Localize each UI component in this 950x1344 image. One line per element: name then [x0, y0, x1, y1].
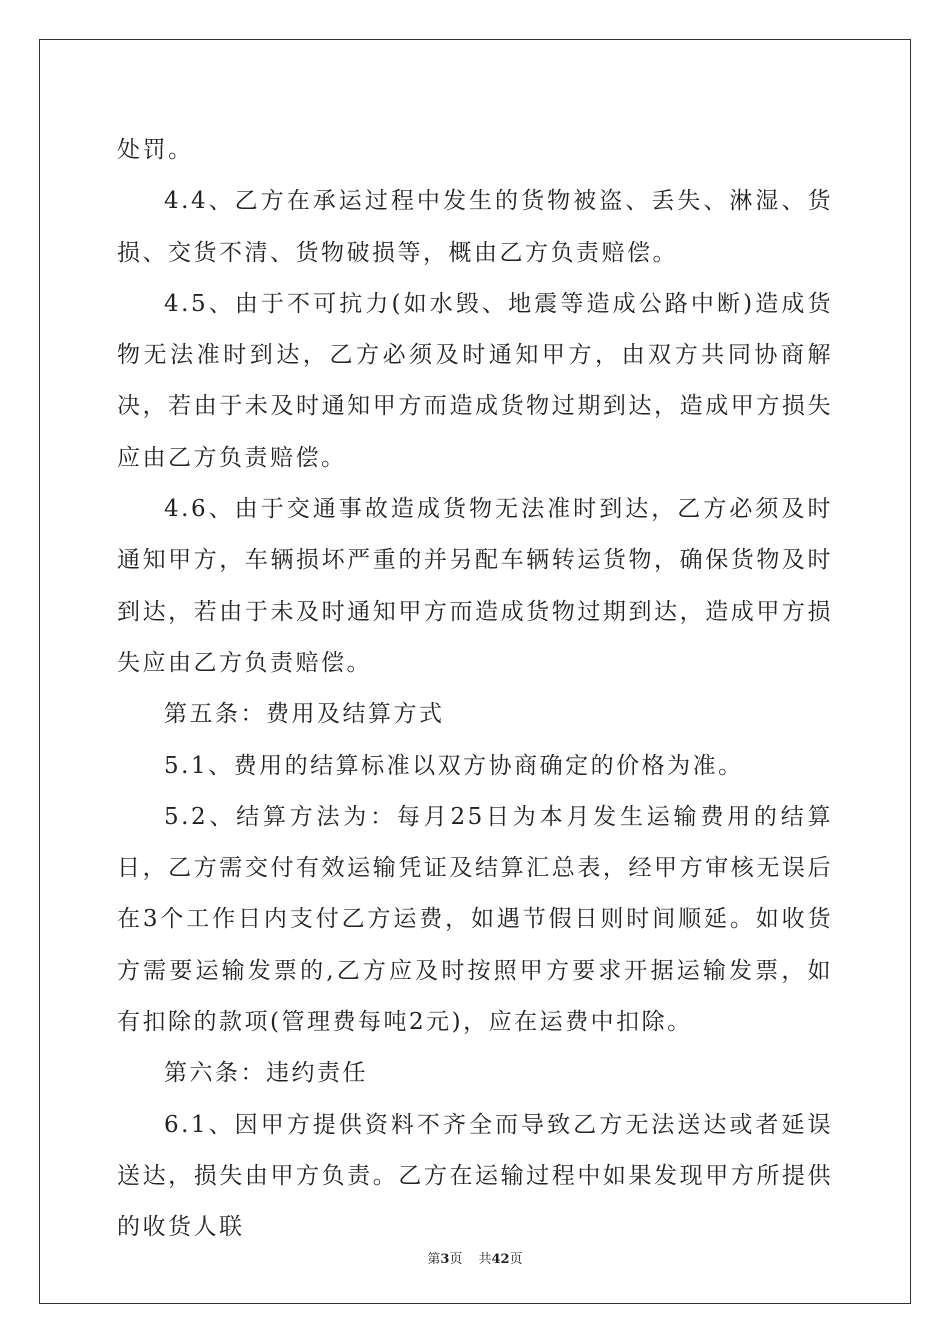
document-body [117, 125, 833, 1254]
page-footer [0, 1248, 950, 1267]
paragraph: 4.6、由于交通事故造成货物无法准时到达，乙方必须及时通知甲方，车辆损坏严重的并另配车辆转运货物，确保货物及时到达，若由于未及时通知甲方而造成货物过期到达，造成甲方损失应由乙方负责赔偿。 [117, 496, 833, 676]
paragraph: 5.2、结算方法为：每月25日为本月发生运输费用的结算日，乙方需交付有效运输凭证及结算汇总表，经甲方审核无误后在3个工作日内支付乙方运费，如遇节假日则时间顺延。如收货方需要运输发票的,乙方应及时按照甲方要求开据运输发票，如有扣除的款项(管理费每吨2元)，应在运费中扣除。 [117, 803, 833, 1036]
total-prefix: 共 [478, 1252, 492, 1267]
paragraph: 处罚。 [117, 137, 194, 163]
page-number: 3 [440, 1252, 450, 1267]
total-suffix: 页 [509, 1252, 523, 1267]
page-suffix: 页 [449, 1252, 463, 1267]
paragraph: 6.1、因甲方提供资料不齐全而导致乙方无法送达或者延误送达，损失由甲方负责。乙方在运输过程中如果发现甲方所提供的收货人联 [117, 1111, 833, 1241]
paragraph: 4.5、由于不可抗力(如水毁、地震等造成公路中断)造成货物无法准时到达，乙方必须及时通知甲方，由双方共同协商解决，若由于未及时通知甲方而造成货物过期到达，造成甲方损失应由乙方负责赔偿。 [117, 290, 833, 471]
total-pages: 42 [491, 1252, 510, 1267]
section-heading: 第六条：违约责任 [164, 1060, 368, 1087]
paragraph: 5.1、费用的结算标准以双方协商确定的价格为准。 [164, 752, 744, 779]
section-heading: 第五条：费用及结算方式 [164, 701, 445, 728]
paragraph: 4.4、乙方在承运过程中发生的货物被盗、丢失、淋湿、货损、交货不清、货物破损等，概由乙方负责赔偿。 [117, 188, 833, 266]
page-prefix: 第 [427, 1252, 441, 1267]
